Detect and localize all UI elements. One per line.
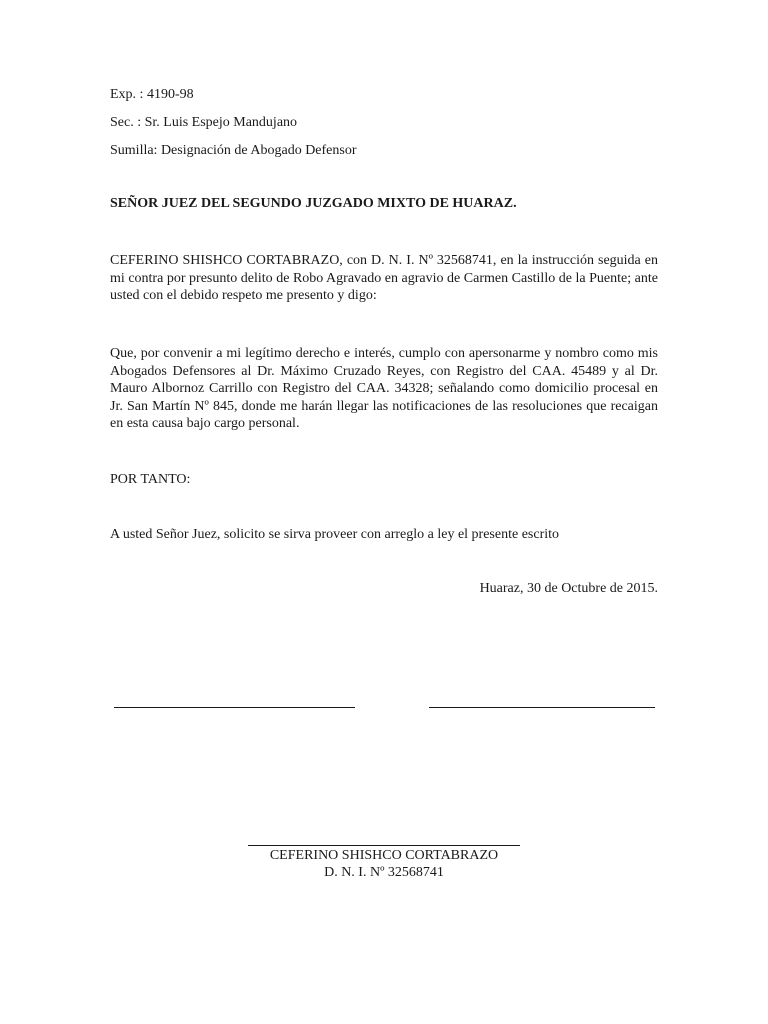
signatory-dni: D. N. I. Nº 32568741 [324,865,444,880]
por-tanto-label: POR TANTO: [110,472,191,487]
expediente-line: Exp. : 4190-98 [110,87,194,102]
lawyer-signature-line-left [114,707,355,708]
body-paragraph: Que, por convenir a mi legítimo derecho e interés, cumplo con apersonarme y nombro como mis Abogados Defensores al Dr. Máximo Cruzado Reyes, con Registro del CAA. 45489 y al Dr. Mauro Albornoz Carrillo con Registro del CAA. 34328; señalando como domicilio procesal en Jr. San Martín Nº 845, donde me harán llegar las notificaciones de las resoluciones que recaigan en esta causa bajo cargo personal. [110,346,658,431]
request-paragraph: A usted Señor Juez, solicito se sirva proveer con arreglo a ley el presente escrito [110,527,560,542]
sumilla-line: Sumilla: Designación de Abogado Defensor [110,143,357,158]
client-signature-line [248,845,520,846]
date-line: Huaraz, 30 de Octubre de 2015. [479,581,658,596]
addressee-heading: SEÑOR JUEZ DEL SEGUNDO JUZGADO MIXTO DE HUARAZ. [110,196,517,211]
intro-paragraph: CEFERINO SHISHCO CORTABRAZO, con D. N. I. Nº 32568741, en la instrucción seguida en mi contra por presunto delito de Robo Agravado en agravio de Carmen Castillo de la Puente; ante usted con el debido respeto me presento y digo: [110,253,658,303]
signatory-name: CEFERINO SHISHCO CORTABRAZO [269,848,499,863]
lawyer-signature-line-right [429,707,655,708]
client-signature-block [248,847,520,881]
secretario-line: Sec. : Sr. Luis Espejo Mandujano [110,115,298,130]
